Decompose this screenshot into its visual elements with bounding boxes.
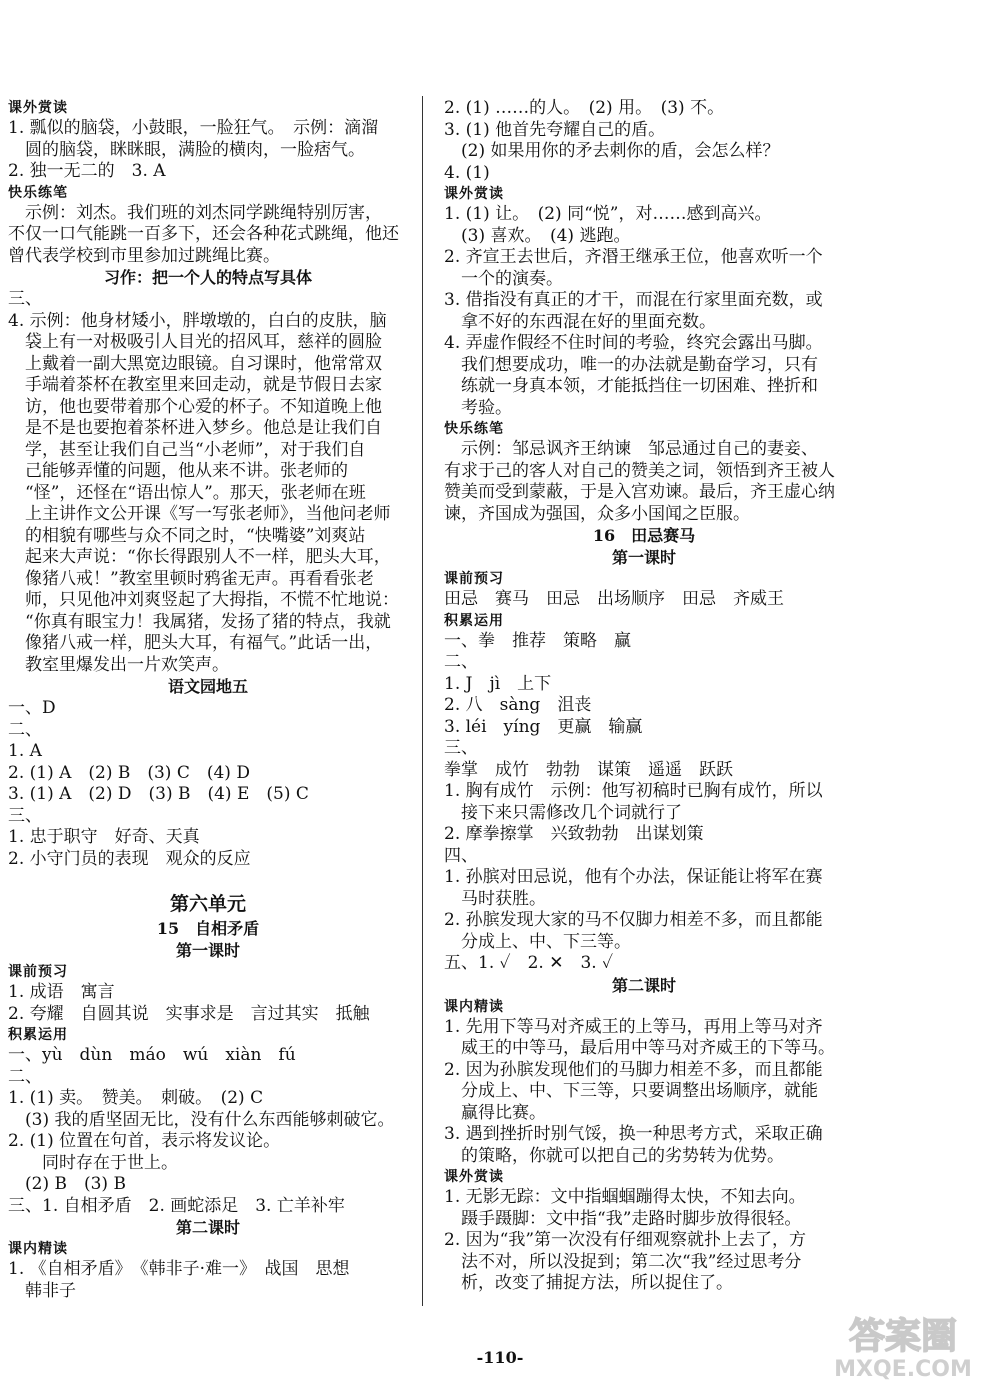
answer-line: 上主讲作文公开课《写一写张老师》，当他问老师 bbox=[8, 504, 391, 524]
answer-line: (3) 我的盾坚固无比，没有什么东西能够刺破它。 bbox=[8, 1109, 395, 1130]
answer-line: 3. 借指没有真正的才干，而混在行家里面充数，或 bbox=[444, 290, 823, 310]
answer-line: 2. 夸耀 自圆其说 实事求是 言过其实 抵触 bbox=[8, 1003, 370, 1024]
subtitle: 第一课时 bbox=[175, 941, 240, 960]
subtitle: 第一课时 bbox=[611, 548, 676, 567]
answer-line: (2) B (3) B bbox=[8, 1174, 126, 1194]
section-heading: 积累运用 bbox=[444, 612, 504, 629]
answer-line: 韩非子 bbox=[8, 1280, 76, 1301]
answer-line: 田忌 赛马 田忌 出场顺序 田忌 齐威王 bbox=[444, 589, 784, 609]
answer-line: 三、1. 自相矛盾 2. 画蛇添足 3. 亡羊补牢 bbox=[8, 1195, 345, 1216]
answer-line: 1. 先用下等马对齐威王的上等马，再用上等马对齐 bbox=[444, 1016, 823, 1037]
answer-line: 起来大声说：“你长得跟别人不一样，肥头大耳， bbox=[8, 547, 391, 567]
answer-line: 上戴着一副大黑宽边眼镜。自习课时，他常常双 bbox=[8, 353, 382, 374]
section-heading: 课内精读 bbox=[444, 998, 504, 1015]
column-divider bbox=[422, 96, 423, 1306]
answer-line: 1. (1) 让。 (2) 同“悦”，对……感到高兴。 bbox=[444, 204, 772, 224]
answer-line: 分成上、中、下三等，只要调整出场顺序，就能 bbox=[444, 1081, 818, 1101]
answer-line: 三、 bbox=[444, 738, 478, 758]
section-heading: 课外赏读 bbox=[444, 1169, 504, 1185]
answer-line: 一、yù dùn máo wú xiàn fú bbox=[8, 1045, 296, 1065]
section-heading: 快乐练笔 bbox=[8, 184, 68, 201]
answer-line: 袋上有一对极吸引人目光的招风耳，慈祥的圆脸 bbox=[8, 332, 382, 352]
right-column bbox=[444, 98, 844, 1295]
answer-line: 考验。 bbox=[444, 397, 512, 418]
section-heading: 快乐练笔 bbox=[444, 421, 504, 437]
section-heading: 课内精读 bbox=[8, 1241, 68, 1257]
left-column bbox=[8, 98, 408, 1302]
answer-line: 威王的中等马，最后用中等马对齐威王的下等马。 bbox=[444, 1038, 835, 1058]
answer-line: 一、D bbox=[8, 698, 56, 718]
answer-line: 谏，齐国成为强国，众多小国闻之臣服。 bbox=[444, 503, 750, 524]
answer-line: 2. (1) ……的人。 (2) 用。 (3) 不。 bbox=[444, 98, 725, 118]
answer-line: 曾代表学校到市里参加过跳绳比赛。 bbox=[8, 245, 280, 266]
answer-line: 3. 遇到挫折时别气馁，换一种思考方式，采取正确 bbox=[444, 1124, 823, 1144]
answer-line: 1. 无影无踪：文中指蝈蝈蹦得太快，不知去向。 bbox=[444, 1187, 806, 1207]
answer-line: 己能够弄懂的问题，他从来不讲。张老师的 bbox=[8, 461, 348, 481]
answer-line: 赢得比赛。 bbox=[444, 1102, 546, 1123]
watermark-bottom: MXQE.COM bbox=[834, 1357, 972, 1382]
answer-line: 圆的脑袋，眯眯眼，满脸的横肉，一脸痞气。 bbox=[8, 139, 365, 160]
answer-line: 1. A bbox=[8, 741, 42, 761]
answer-line: 手端着茶杯在教室里来回走动，就是节假日去家 bbox=[8, 375, 382, 395]
section-heading: 课前预习 bbox=[444, 571, 504, 587]
answer-line: 我们想要成功，唯一的办法就是勤奋学习，只有 bbox=[444, 354, 818, 375]
unit-title: 第六单元 bbox=[169, 893, 246, 915]
answer-line: 二、 bbox=[8, 719, 42, 740]
answer-line: 1. 孙膑对田忌说，他有个办法，保证能让将军在赛 bbox=[444, 867, 823, 887]
answer-line: 示例：刘杰。我们班的刘杰同学跳绳特别厉害， bbox=[8, 202, 382, 223]
answer-line: 一、拳 推荐 策略 赢 bbox=[444, 630, 631, 651]
answer-line: 1. 忠于职守 好奇、天真 bbox=[8, 827, 200, 847]
answer-line: “你真有眼宝力！我属猪，发扬了猪的特点，我就 bbox=[8, 611, 391, 632]
answer-line: 教室里爆发出一片欢笑声。 bbox=[8, 654, 229, 675]
answer-line: (3) 喜欢。 (4) 逃跑。 bbox=[444, 225, 631, 246]
answer-line: 3. (1) 他首先夸耀自己的盾。 bbox=[444, 119, 666, 140]
watermark-top: 答案圈 bbox=[848, 1316, 958, 1357]
answer-line: “怪”，还怪在“语出惊人”。那天，张老师在班 bbox=[8, 482, 366, 503]
subtitle: 16 田忌赛马 bbox=[592, 526, 696, 545]
answer-line: 赞美而受到蒙蔽，于是入宫劝谏。最后，齐王虚心纳 bbox=[444, 482, 835, 502]
answer-line: 1. 瓢似的脑袋，小鼓眼，一脸狂气。 示例：滴溜 bbox=[8, 118, 379, 138]
subtitle: 习作：把一个人的特点写具体 bbox=[103, 268, 312, 287]
answer-line: 同时存在于世上。 bbox=[8, 1152, 178, 1173]
answer-line: 四、 bbox=[444, 845, 478, 866]
answer-line: 有求于己的客人对自己的赞美之词，领悟到齐王被人 bbox=[444, 460, 835, 481]
answer-line: 像猪八戒一样，肥头大耳，有福气。”此话一出， bbox=[8, 633, 383, 653]
answer-line: 2. 独一无二的 3. A bbox=[8, 161, 166, 181]
answer-line: (2) 如果用你的矛去刺你的盾，会怎么样？ bbox=[444, 141, 780, 161]
answer-line: 4. 弄虚作假经不住时间的考验，终究会露出马脚。 bbox=[444, 333, 823, 353]
subtitle: 15 自相矛盾 bbox=[156, 919, 260, 938]
answer-line: 二、 bbox=[444, 652, 478, 672]
answer-line: 蹑手蹑脚：文中指“我”走路时脚步放得很轻。 bbox=[444, 1208, 802, 1229]
answer-line: 4. (1) bbox=[444, 162, 490, 183]
answer-line: 1. 成语 寓言 bbox=[8, 982, 115, 1002]
answer-line: 马时获胜。 bbox=[444, 888, 546, 909]
answer-line: 访，他也要带着那个心爱的杯子。不知道晚上他 bbox=[8, 396, 382, 417]
answer-line: 的相貌有哪些与众不同之时，“快嘴婆”刘爽站 bbox=[8, 525, 366, 546]
answer-line: 2. 小守门员的表现 观众的反应 bbox=[8, 848, 251, 869]
subtitle: 第二课时 bbox=[611, 975, 676, 995]
answer-line: 2. 齐宣王去世后，齐湣王继承王位，他喜欢听一个 bbox=[444, 247, 823, 267]
answer-line: 师，只见他冲刘爽竖起了大拇指，不慌不忙地说： bbox=[8, 590, 399, 610]
section-heading: 课外赏读 bbox=[444, 186, 504, 202]
answer-line: 接下来只需修改几个词就行了 bbox=[444, 802, 682, 823]
answer-line: 4. 示例：他身材矮小，胖墩墩的，白白的皮肤，脑 bbox=[8, 310, 387, 331]
subtitle: 第二课时 bbox=[175, 1218, 240, 1237]
section-heading: 课前预习 bbox=[8, 964, 68, 980]
section-heading: 课外赏读 bbox=[8, 100, 68, 116]
answer-line: 练就一身真本领，才能抵挡住一切困难、挫折和 bbox=[444, 376, 818, 396]
answer-line: 拳掌 成竹 勃勃 谋策 遥遥 跃跃 bbox=[444, 759, 733, 780]
answer-line: 三、 bbox=[8, 289, 42, 309]
answer-line: 分成上、中、下三等。 bbox=[444, 931, 631, 952]
answer-line: 2. 摩拳擦掌 兴致勃勃 出谋划策 bbox=[444, 824, 704, 844]
answer-line: 像猪八戒！”教室里顿时鸦雀无声。再看看张老 bbox=[8, 568, 374, 589]
answer-line: 1. J jì 上下 bbox=[444, 673, 552, 694]
subtitle: 语文园地五 bbox=[167, 677, 248, 696]
answer-line: 学，甚至让我们自己当“小老师”，对于我们自 bbox=[8, 439, 366, 460]
answer-line: 3. léi yíng 更赢 输赢 bbox=[444, 716, 643, 737]
answer-line: 五、1. ✓ 2. ✕ 3. ✓ bbox=[444, 953, 614, 973]
answer-line: 2. (1) A (2) B (3) C (4) D bbox=[8, 762, 250, 783]
answer-line: 1. 《自相矛盾》 《韩非子·难一》 战国 思想 bbox=[8, 1259, 350, 1279]
answer-line: 2. 因为孙膑发现他们的马脚力相差不多，而且都能 bbox=[444, 1059, 823, 1080]
answer-line: 2. (1) 位置在句首，表示将发议论。 bbox=[8, 1131, 281, 1151]
answer-line: 2. 因为“我”第一次没有仔细观察就扑上去了，方 bbox=[444, 1230, 807, 1250]
answer-line: 析，改变了捕捉方法，所以捉住了。 bbox=[444, 1273, 733, 1293]
answer-line: 示例：邹忌讽齐王纳谏 邹忌通过自己的妻妾、 bbox=[444, 439, 818, 459]
answer-line: 不仅一口气能跳一百多下，还会各种花式跳绳，他还 bbox=[8, 224, 399, 244]
answer-line: 2. 八 sàng 沮丧 bbox=[444, 695, 592, 715]
answer-line: 1. 胸有成竹 示例：他写初稿时已胸有成竹，所以 bbox=[444, 781, 823, 801]
answer-line: 1. (1) 卖。 赞美。 刺破。 (2) C bbox=[8, 1088, 264, 1108]
answer-line: 二、 bbox=[8, 1066, 42, 1087]
answer-line: 拿不好的东西混在好的里面充数。 bbox=[444, 311, 716, 332]
answer-line: 2. 孙膑发现大家的马不仅脚力相差不多，而且都能 bbox=[444, 910, 823, 930]
answer-line: 法不对，所以没捉到；第二次“我”经过思考分 bbox=[444, 1251, 802, 1272]
page-number: -110- bbox=[476, 1348, 524, 1367]
answer-line: 一个的演奏。 bbox=[444, 268, 563, 289]
answer-line: 的策略，你就可以把自己的劣势转为优势。 bbox=[444, 1145, 784, 1166]
watermark-logo bbox=[818, 1310, 988, 1382]
answer-line: 3. (1) A (2) D (3) B (4) E (5) C bbox=[8, 784, 309, 804]
section-heading: 积累运用 bbox=[8, 1027, 68, 1043]
answer-line: 是不是也要抱着茶杯进入梦乡。他总是让我们自 bbox=[8, 418, 382, 438]
answer-line: 三、 bbox=[8, 805, 42, 826]
